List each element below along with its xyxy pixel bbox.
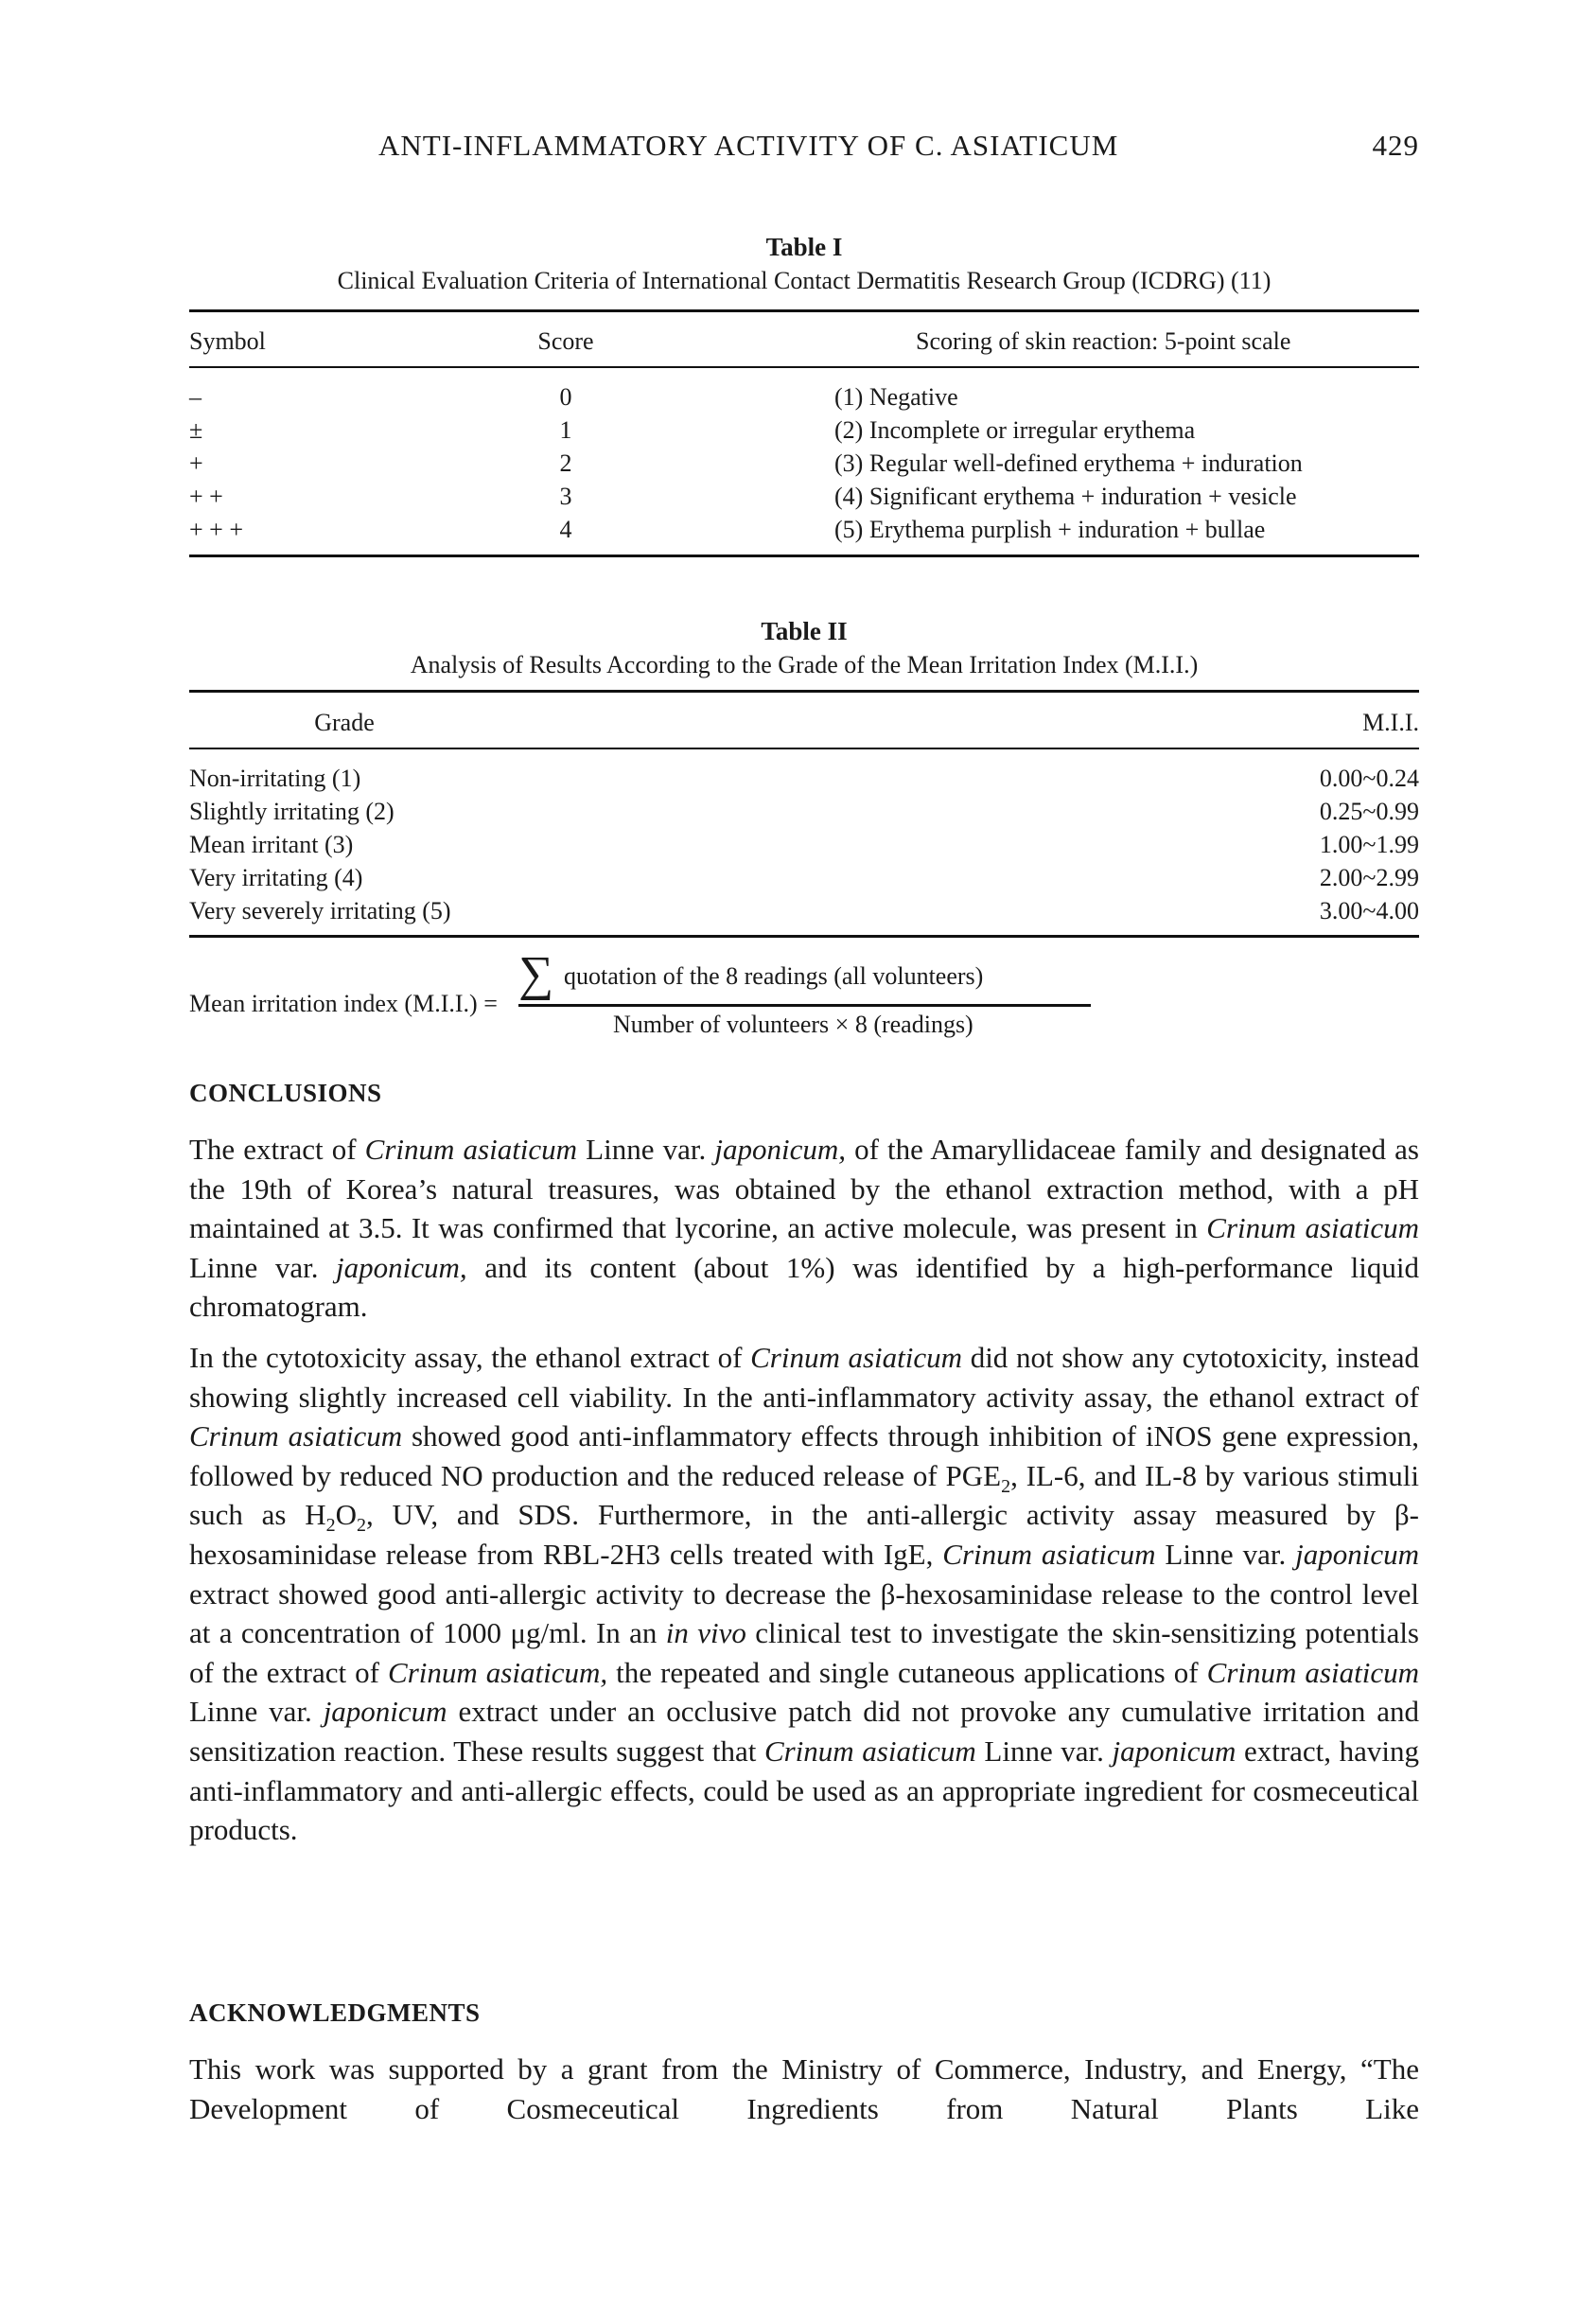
table2-header-mii: M.I.I. [1362, 709, 1419, 736]
table1-cell-description: (2) Incomplete or irregular erythema [834, 416, 1196, 444]
text-run: did not show any cytotoxicity, instead showing slightly increased cell viability. In the anti-inflammatory activity assay, the ethanol extract of [189, 1341, 1419, 1414]
formula-denominator: Number of volunteers × 8 (readings) [613, 1011, 973, 1038]
table1-header-score: Score [537, 327, 594, 355]
table1-cell-score: 0 [559, 383, 572, 411]
text-run: O [335, 1498, 358, 1532]
table1-cell-symbol: + [189, 449, 203, 477]
text-run: , UV, and SDS. Furthermore, in the anti-allergic activity assay measured by β-hexosaminidase release from RBL-2H3 cells treated with IgE, [189, 1498, 1419, 1571]
text-run: , IL-6, and IL-8 by various stimuli such as H [189, 1458, 1419, 1532]
table2-cell-grade: Slightly irritating (2) [189, 798, 395, 825]
subscript: 2 [325, 1515, 336, 1537]
table1-header-rule [189, 366, 1419, 368]
table1-bottom-rule [189, 554, 1419, 557]
table1-cell-symbol: – [189, 383, 202, 411]
italic-term: japonicum, [336, 1250, 467, 1284]
acknowledgments-heading: ACKNOWLEDGMENTS [189, 1998, 481, 2027]
italic-term: Crinum asiaticum [364, 1133, 578, 1166]
text-run: Linne var. [189, 1250, 337, 1284]
formula-sigma: ∑ [518, 947, 554, 1001]
acknowledgments-text: This work was supported by a grant from the Ministry of Commerce, Industry, and Energy, “The Development of Cosmeceutical Ingredients from Natural Plants Like [189, 2052, 1419, 2125]
text-run: Linne var. [189, 1695, 324, 1729]
text-run: Linne var. [577, 1133, 715, 1166]
table2-cell-mii: 1.00~1.99 [1319, 831, 1419, 858]
italic-term: in vivo [665, 1616, 746, 1650]
text-run: Linne var. [975, 1734, 1113, 1768]
table2-cell-mii: 2.00~2.99 [1319, 864, 1419, 891]
table1-top-rule [189, 309, 1419, 312]
text-run: extract showed good anti-allergic activity to decrease the β-hexosaminidase release to the control level at a concentration of 1000 μg/ml. In an [189, 1576, 1419, 1650]
table1-cell-description: (1) Negative [834, 383, 958, 411]
italic-term: Crinum asiaticum, [388, 1655, 608, 1689]
text-run: extract, having anti-inflammatory and anti-allergic effects, could be used as an appropriate ingredient for cosmeceutical products. [189, 1734, 1419, 1847]
subscript: 2 [1001, 1475, 1011, 1497]
table2-cell-grade: Mean irritant (3) [189, 831, 354, 858]
text-run: the repeated and single cutaneous applications of [607, 1655, 1207, 1689]
italic-term: Crinum asiaticum [942, 1537, 1156, 1571]
italic-term: Crinum asiaticum [189, 1419, 403, 1453]
text-run: clinical test to investigate the skin-sensitizing potentials of the extract of [189, 1616, 1420, 1689]
table1-cell-description: (3) Regular well-defined erythema + induration [834, 449, 1303, 477]
table2-cell-mii: 0.00~0.24 [1319, 765, 1419, 792]
italic-term: japonicum [1295, 1537, 1419, 1571]
formula-fraction-bar [518, 1004, 1091, 1007]
table2-header-grade: Grade [314, 709, 375, 736]
italic-term: Crinum asiaticum [1206, 1211, 1419, 1245]
table2-header-rule [189, 748, 1419, 749]
text-run: In the cytotoxicity assay, the ethanol extract of [189, 1341, 751, 1374]
table1-cell-score: 2 [559, 449, 572, 477]
conclusions-paragraph-2 [189, 1338, 1419, 1850]
table2-top-rule [189, 690, 1419, 693]
table1-cell-score: 1 [559, 416, 572, 444]
italic-term: Crinum asiaticum [1206, 1655, 1419, 1689]
table1-label: Table I [765, 233, 843, 261]
table2-cell-mii: 0.25~0.99 [1319, 798, 1419, 825]
italic-term: Crinum asiaticum [763, 1734, 976, 1768]
conclusions-paragraph-1 [189, 1130, 1419, 1327]
formula-numerator: quotation of the 8 readings (all volunteers) [564, 962, 984, 990]
table2-cell-mii: 3.00~4.00 [1319, 897, 1419, 924]
subscript: 2 [357, 1515, 367, 1537]
italic-term: japonicum [1112, 1734, 1236, 1768]
text-run: extract under an occlusive patch did not provoke any cumulative irritation and sensitization reaction. These results suggest that [189, 1695, 1419, 1768]
table1-cell-description: (5) Erythema purplish + induration + bullae [834, 516, 1266, 543]
formula-lhs: Mean irritation index (M.I.I.) = [189, 990, 498, 1017]
italic-term: japonicum, [714, 1133, 846, 1166]
text-run: Linne var. [1155, 1537, 1296, 1571]
table1-cell-score: 3 [559, 483, 572, 510]
italic-term: Crinum asiaticum [750, 1341, 963, 1374]
italic-term: japonicum [323, 1695, 447, 1729]
table1-cell-symbol: ± [189, 416, 203, 444]
text-run: The extract of [189, 1133, 365, 1166]
table2-label: Table II [761, 617, 848, 645]
running-title: ANTI-INFLAMMATORY ACTIVITY OF C. ASIATICUM [378, 129, 1119, 162]
table2-cell-grade: Very severely irritating (5) [189, 897, 451, 924]
running-head [189, 129, 1419, 167]
table1-header-scoring: Scoring of skin reaction: 5-point scale [916, 327, 1291, 355]
table2-cell-grade: Very irritating (4) [189, 864, 363, 891]
text-run: of the Amaryllidaceae family and designated as the 19th of Korea’s natural treasures, was obtained by the ethanol extraction method, with a pH maintained at 3.5. It was confirmed that lycorine, an active molecule, was present in [189, 1133, 1419, 1245]
table2-cell-grade: Non-irritating (1) [189, 765, 361, 792]
table1-cell-score: 4 [559, 516, 572, 543]
table1-header-symbol: Symbol [189, 327, 266, 355]
table2-caption: Analysis of Results According to the Grade of the Mean Irritation Index (M.I.I.) [410, 651, 1199, 678]
table2-bottom-rule [189, 935, 1419, 938]
page-number: 429 [1372, 129, 1419, 162]
table1-caption: Clinical Evaluation Criteria of International Contact Dermatitis Research Group (ICDRG) (11) [337, 267, 1272, 294]
table1-cell-symbol: + + + [189, 516, 243, 543]
table1-cell-description: (4) Significant erythema + induration + vesicle [834, 483, 1297, 510]
text-run: showed good anti-inflammatory effects through inhibition of iNOS gene expression, followed by reduced NO production and the reduced release of PGE [189, 1419, 1419, 1492]
text-run: and its content (about 1%) was identified by a high-performance liquid chromatogram. [189, 1250, 1419, 1324]
table1-cell-symbol: + + [189, 483, 223, 510]
conclusions-heading: CONCLUSIONS [189, 1079, 382, 1107]
